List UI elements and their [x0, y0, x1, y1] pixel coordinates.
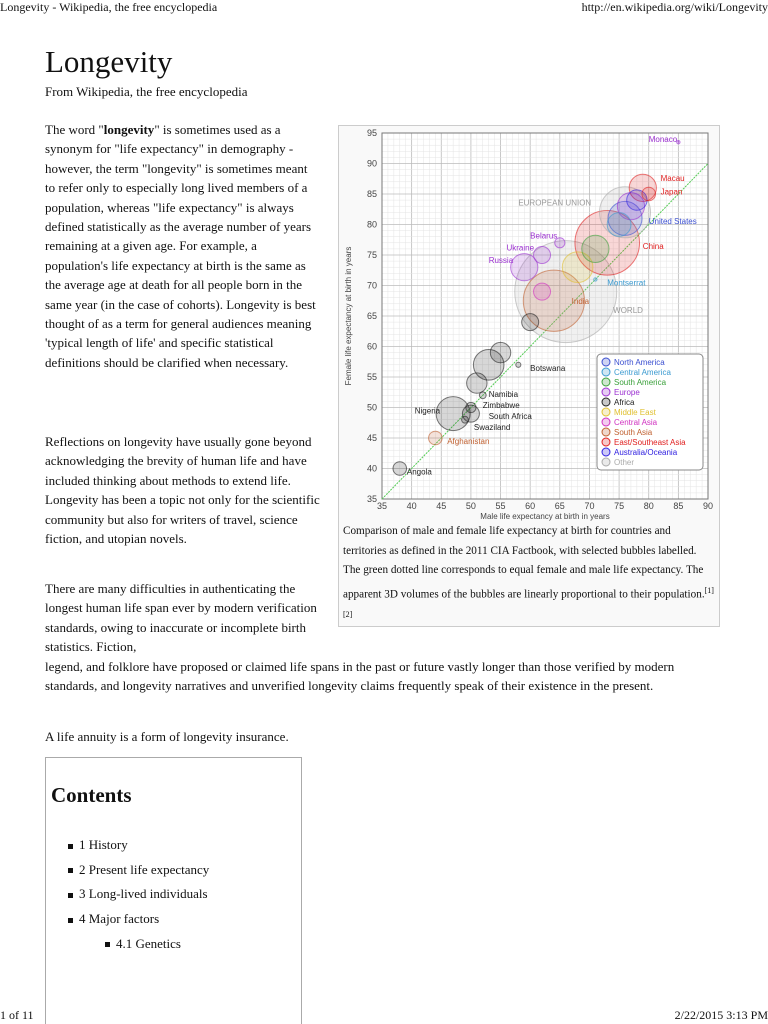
bubble-label: Japan	[660, 187, 683, 197]
bubble-label: Botswana	[530, 363, 566, 373]
figure-life-expectancy	[338, 125, 720, 627]
bubble-label: EUROPEAN UNION	[518, 198, 592, 208]
legend-swatch	[602, 448, 610, 456]
bubble-label: Afghanistan	[447, 437, 490, 447]
figure-caption: Comparison of male and female life expectancy at birth for countries and territories as defined in the 2011 CIA Factbook, with selected bubbles labelled. The green dotted line corresponds to equal female and male life expectancy. The apparent 3D volumes of the bubbles are linearly proportional to their population.[1][2]	[343, 525, 714, 619]
legend-label: North America	[614, 358, 665, 367]
data-bubble	[534, 283, 551, 300]
data-bubble	[429, 431, 443, 445]
x-tick-label: 70	[584, 501, 595, 511]
legend-swatch	[602, 428, 610, 436]
data-bubble	[466, 402, 476, 412]
x-tick-label: 90	[702, 501, 714, 511]
legend-label: Australia/Oceania	[614, 448, 678, 457]
x-tick-label: 45	[436, 501, 447, 511]
legend-label: Central Asia	[614, 418, 658, 427]
bubble-label: WORLD	[613, 305, 643, 315]
toc-item-long-lived-individuals[interactable]: 3 Long-lived individuals	[68, 882, 209, 907]
x-tick-label: 35	[376, 501, 388, 511]
x-tick-label: 60	[525, 501, 536, 511]
paragraph-reflections: Reflections on longevity have usually gone beyond acknowledging the brevity of human life and have included thinking about methods to extend life. Longevity has been a topic not only for the scientific community but also for writers of travel, science fiction, and utopian novels.	[45, 434, 320, 547]
legend-swatch	[602, 398, 610, 406]
print-header-url: http://en.wikipedia.org/wiki/Longevity	[581, 0, 768, 14]
data-bubble	[393, 462, 407, 476]
print-header-title: Longevity - Wikipedia, the free encyclopedia	[0, 0, 218, 14]
legend-swatch	[602, 378, 610, 386]
bubble-label: Ukraine	[506, 243, 535, 253]
bubble-label: India	[571, 296, 590, 306]
data-bubble	[607, 213, 631, 237]
data-bubble	[534, 247, 551, 264]
y-tick-label: 45	[366, 433, 377, 443]
data-bubble	[594, 278, 597, 281]
page-subtitle: From Wikipedia, the free encyclopedia	[45, 84, 248, 99]
data-bubble	[490, 342, 510, 362]
legend-label: Europe	[614, 388, 640, 397]
legend-label: Middle East	[614, 408, 656, 417]
x-tick-label: 75	[614, 501, 625, 511]
y-tick-label: 35	[366, 494, 377, 504]
paragraph-difficulties-a: There are many difficulties in authenticating the longest human life span ever by modern verification standards, owing to inaccurate or incomplete birth statistics. Fiction,	[45, 581, 317, 655]
data-bubble	[642, 187, 656, 201]
bubble-label: Belarus	[530, 231, 558, 241]
page-title: Longevity	[45, 44, 173, 79]
table-of-contents	[45, 757, 302, 1024]
x-tick-label: 80	[643, 501, 654, 511]
y-tick-label: 95	[366, 128, 377, 138]
y-tick-label: 50	[366, 402, 377, 413]
bubble-label: China	[642, 241, 664, 251]
bubble-label: Namibia	[488, 390, 519, 400]
page-number: 1 of 11	[0, 1008, 34, 1022]
legend-swatch	[602, 458, 610, 466]
x-tick-label: 40	[406, 501, 417, 511]
legend-swatch	[602, 368, 610, 376]
paragraph-difficulties-b: legend, and folklore have proposed or claimed life spans in the past or future vastly longer than those verified by modern standards, and longevity narratives and unverified longevity claims frequently speak of their existence in the present.	[45, 659, 675, 694]
legend-swatch	[602, 438, 610, 446]
legend-swatch	[602, 358, 610, 366]
toc-item-history[interactable]: 1 History	[68, 833, 209, 858]
bubble-label: Swaziland	[473, 423, 511, 433]
legend-swatch	[602, 418, 610, 426]
data-bubble	[467, 373, 487, 393]
legend-label: Central America	[614, 368, 671, 377]
data-bubble	[516, 362, 521, 367]
x-tick-label: 85	[673, 501, 684, 511]
paragraph-intro: The word "longevity" is sometimes used as a synonym for "life expectancy" in demography - however, the term "longevity" is sometimes meant to refer only to especially long lived members of a population, whereas "life expectancy" is always defined statistically as the average number of years remaining at a given age. For example, a population's life expectancy at birth is the same as the average age at death for all people born in the same year (in the case of cohorts). Longevity is best thought of as a term for general audiences meaning 'typical length of life' and specific statistical definitions should be clarified when necessary.	[45, 122, 316, 370]
legend-swatch	[602, 388, 610, 396]
x-tick-label: 65	[554, 501, 565, 511]
bubble-label: Monaco,	[648, 135, 680, 145]
bubble-label: Russia	[488, 255, 514, 265]
print-datetime: 2/22/2015 3:13 PM	[674, 1008, 768, 1022]
legend-label: South Asia	[614, 428, 653, 437]
toc-item-major-factors[interactable]: 4 Major factors	[68, 907, 209, 932]
paragraph-annuity: A life annuity is a form of longevity insurance.	[45, 729, 289, 744]
bubble-label: Angola	[406, 467, 432, 477]
toc-title: Contents	[51, 783, 132, 807]
legend-label: Africa	[614, 398, 635, 407]
legend-label: East/Southeast Asia	[614, 438, 686, 447]
citation-refs[interactable]: [1][2]	[343, 585, 714, 619]
y-tick-label: 75	[366, 250, 377, 260]
bold-term: longevity	[103, 122, 155, 137]
x-tick-label: 50	[465, 501, 476, 511]
toc-item-genetics[interactable]: 4.1 Genetics	[105, 932, 209, 957]
legend-label: Other	[614, 458, 635, 467]
y-tick-label: 60	[366, 341, 377, 352]
y-tick-label: 90	[366, 158, 377, 169]
y-axis-label: Female life expectancy at birth in years	[344, 246, 353, 386]
y-tick-label: 65	[366, 311, 377, 321]
bubble-label: Zimbabwe	[482, 401, 520, 411]
bubble-label: United States	[648, 216, 697, 226]
bubble-label: Nigeria	[414, 406, 441, 416]
legend-swatch	[602, 408, 610, 416]
y-tick-label: 40	[366, 463, 377, 474]
y-tick-label: 70	[366, 280, 377, 291]
toc-item-present-life-expectancy[interactable]: 2 Present life expectancy	[68, 858, 209, 883]
data-bubble	[522, 314, 539, 331]
y-tick-label: 80	[366, 219, 377, 230]
data-bubble	[582, 235, 609, 262]
y-tick-label: 85	[366, 189, 377, 199]
bubble-label: Macau	[660, 174, 685, 184]
data-bubble	[462, 416, 469, 423]
legend-label: South America	[614, 378, 667, 387]
x-tick-label: 55	[495, 501, 506, 511]
x-axis-label: Male life expectancy at birth in years	[480, 512, 610, 521]
bubble-label: Montserrat	[607, 278, 646, 288]
bubble-label: South Africa	[488, 412, 532, 422]
data-bubble	[479, 392, 486, 399]
life-expectancy-chart[interactable]	[339, 126, 719, 521]
y-tick-label: 55	[366, 372, 377, 382]
